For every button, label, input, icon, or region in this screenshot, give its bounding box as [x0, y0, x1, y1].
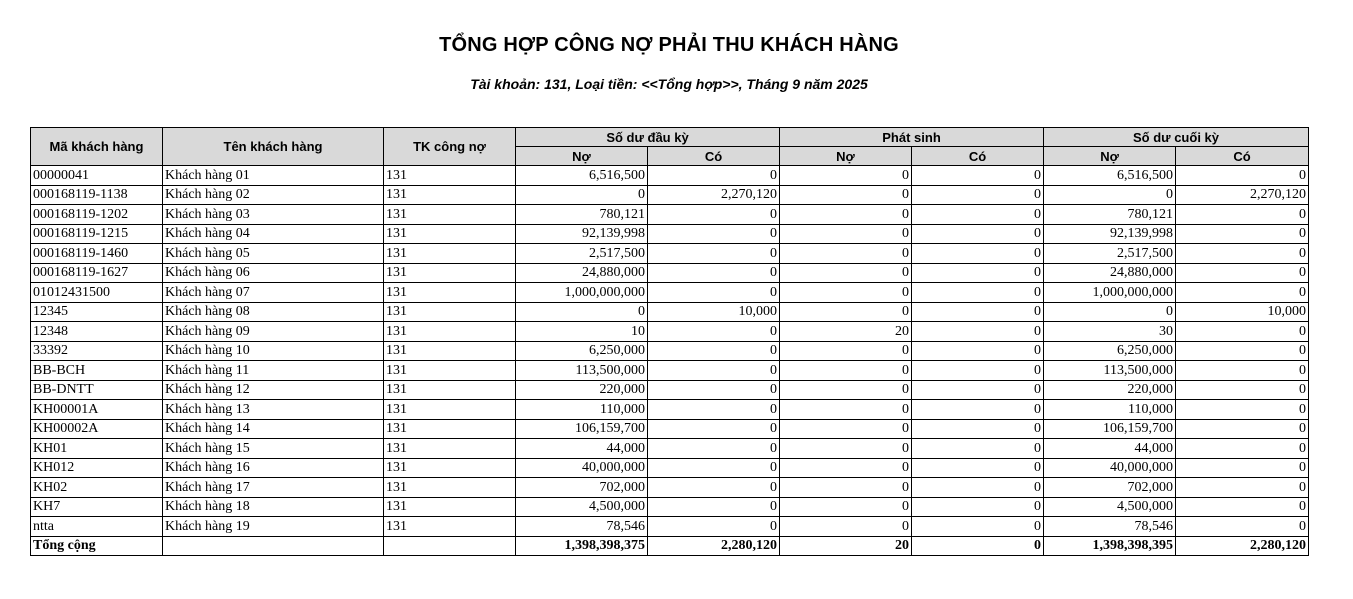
- closing-credit-cell: 10,000: [1176, 302, 1309, 322]
- table-row: [31, 439, 1309, 459]
- movement-debit-cell: 0: [780, 166, 912, 186]
- account-cell: 131: [384, 205, 516, 225]
- report-subtitle: Tài khoản: 131, Loại tiền: <<Tổng hợp>>, Tháng 9 năm 2025: [470, 76, 868, 92]
- movement-credit-cell: 0: [912, 283, 1044, 303]
- customer-code-cell: KH00001A: [31, 400, 163, 420]
- opening-credit-cell: 0: [648, 244, 780, 264]
- closing-debit-cell: 0: [1044, 302, 1176, 322]
- movement-credit-cell: 0: [912, 205, 1044, 225]
- customer-code-cell: 000168119-1460: [31, 244, 163, 264]
- total-opening-debit: 1,398,398,375: [516, 536, 648, 556]
- opening-debit-cell: 24,880,000: [516, 263, 648, 283]
- movement-credit-cell: 0: [912, 458, 1044, 478]
- movement-debit-cell: 0: [780, 263, 912, 283]
- movement-credit-cell: 0: [912, 478, 1044, 498]
- movement-credit-cell: 0: [912, 419, 1044, 439]
- movement-debit-cell: 0: [780, 439, 912, 459]
- opening-debit-cell: 92,139,998: [516, 224, 648, 244]
- movement-debit-cell: 0: [780, 458, 912, 478]
- table-row: [31, 263, 1309, 283]
- closing-credit-cell: 0: [1176, 400, 1309, 420]
- opening-credit-cell: 0: [648, 419, 780, 439]
- header-opening-credit: Có: [648, 147, 780, 166]
- table-row: [31, 517, 1309, 537]
- table-row: [31, 283, 1309, 303]
- closing-debit-cell: 6,250,000: [1044, 341, 1176, 361]
- customer-name-cell: Khách hàng 05: [163, 244, 384, 264]
- movement-credit-cell: 0: [912, 439, 1044, 459]
- total-empty-name: [163, 536, 384, 556]
- table-row: [31, 380, 1309, 400]
- movement-debit-cell: 0: [780, 361, 912, 381]
- movement-debit-cell: 0: [780, 400, 912, 420]
- account-cell: 131: [384, 458, 516, 478]
- customer-code-cell: 000168119-1627: [31, 263, 163, 283]
- header-closing-debit: Nợ: [1044, 147, 1176, 166]
- movement-credit-cell: 0: [912, 517, 1044, 537]
- account-cell: 131: [384, 497, 516, 517]
- customer-code-cell: 12345: [31, 302, 163, 322]
- closing-credit-cell: 0: [1176, 283, 1309, 303]
- total-closing-credit: 2,280,120: [1176, 536, 1309, 556]
- customer-name-cell: Khách hàng 13: [163, 400, 384, 420]
- opening-debit-cell: 220,000: [516, 380, 648, 400]
- opening-credit-cell: 0: [648, 458, 780, 478]
- customer-name-cell: Khách hàng 03: [163, 205, 384, 225]
- customer-name-cell: Khách hàng 02: [163, 185, 384, 205]
- account-cell: 131: [384, 322, 516, 342]
- customer-name-cell: Khách hàng 04: [163, 224, 384, 244]
- opening-debit-cell: 780,121: [516, 205, 648, 225]
- customer-code-cell: KH7: [31, 497, 163, 517]
- account-cell: 131: [384, 400, 516, 420]
- total-opening-credit: 2,280,120: [648, 536, 780, 556]
- table-row: [31, 302, 1309, 322]
- opening-credit-cell: 0: [648, 283, 780, 303]
- closing-credit-cell: 0: [1176, 263, 1309, 283]
- table-row: [31, 458, 1309, 478]
- movement-credit-cell: 0: [912, 244, 1044, 264]
- account-cell: 131: [384, 419, 516, 439]
- closing-debit-cell: 78,546: [1044, 517, 1176, 537]
- movement-debit-cell: 0: [780, 380, 912, 400]
- header-customer-name: Tên khách hàng: [163, 128, 384, 166]
- total-movement-credit: 0: [912, 536, 1044, 556]
- closing-credit-cell: 0: [1176, 419, 1309, 439]
- table-row: [31, 400, 1309, 420]
- movement-debit-cell: 0: [780, 341, 912, 361]
- movement-credit-cell: 0: [912, 224, 1044, 244]
- customer-name-cell: Khách hàng 15: [163, 439, 384, 459]
- closing-debit-cell: 780,121: [1044, 205, 1176, 225]
- account-cell: 131: [384, 380, 516, 400]
- total-empty-account: [384, 536, 516, 556]
- movement-credit-cell: 0: [912, 302, 1044, 322]
- opening-credit-cell: 0: [648, 478, 780, 498]
- opening-debit-cell: 6,516,500: [516, 166, 648, 186]
- closing-debit-cell: 92,139,998: [1044, 224, 1176, 244]
- closing-credit-cell: 0: [1176, 361, 1309, 381]
- opening-debit-cell: 78,546: [516, 517, 648, 537]
- customer-code-cell: KH01: [31, 439, 163, 459]
- customer-code-cell: 01012431500: [31, 283, 163, 303]
- closing-debit-cell: 6,516,500: [1044, 166, 1176, 186]
- opening-credit-cell: 0: [648, 380, 780, 400]
- movement-debit-cell: 0: [780, 517, 912, 537]
- table-row: [31, 205, 1309, 225]
- movement-debit-cell: 0: [780, 244, 912, 264]
- closing-credit-cell: 0: [1176, 380, 1309, 400]
- movement-credit-cell: 0: [912, 322, 1044, 342]
- customer-name-cell: Khách hàng 11: [163, 361, 384, 381]
- opening-debit-cell: 106,159,700: [516, 419, 648, 439]
- customer-name-cell: Khách hàng 01: [163, 166, 384, 186]
- opening-credit-cell: 0: [648, 322, 780, 342]
- table-body: [31, 166, 1309, 537]
- receivables-summary-table: [30, 127, 1309, 556]
- opening-debit-cell: 40,000,000: [516, 458, 648, 478]
- account-cell: 131: [384, 283, 516, 303]
- closing-credit-cell: 0: [1176, 517, 1309, 537]
- movement-debit-cell: 20: [780, 322, 912, 342]
- movement-debit-cell: 0: [780, 419, 912, 439]
- header-opening-debit: Nợ: [516, 147, 648, 166]
- opening-credit-cell: 10,000: [648, 302, 780, 322]
- report-title: TỔNG HỢP CÔNG NỢ PHẢI THU KHÁCH HÀNG: [439, 34, 899, 56]
- closing-credit-cell: 0: [1176, 205, 1309, 225]
- closing-debit-cell: 110,000: [1044, 400, 1176, 420]
- customer-code-cell: 000168119-1215: [31, 224, 163, 244]
- table-row: [31, 185, 1309, 205]
- closing-credit-cell: 0: [1176, 224, 1309, 244]
- closing-debit-cell: 40,000,000: [1044, 458, 1176, 478]
- opening-debit-cell: 110,000: [516, 400, 648, 420]
- account-cell: 131: [384, 166, 516, 186]
- header-movement-credit: Có: [912, 147, 1044, 166]
- customer-name-cell: Khách hàng 14: [163, 419, 384, 439]
- opening-credit-cell: 0: [648, 439, 780, 459]
- opening-debit-cell: 44,000: [516, 439, 648, 459]
- opening-credit-cell: 0: [648, 517, 780, 537]
- closing-credit-cell: 0: [1176, 439, 1309, 459]
- closing-debit-cell: 113,500,000: [1044, 361, 1176, 381]
- customer-name-cell: Khách hàng 08: [163, 302, 384, 322]
- opening-credit-cell: 0: [648, 263, 780, 283]
- table-row: [31, 224, 1309, 244]
- closing-debit-cell: 702,000: [1044, 478, 1176, 498]
- movement-debit-cell: 0: [780, 224, 912, 244]
- opening-debit-cell: 2,517,500: [516, 244, 648, 264]
- closing-credit-cell: 0: [1176, 322, 1309, 342]
- total-closing-debit: 1,398,398,395: [1044, 536, 1176, 556]
- movement-credit-cell: 0: [912, 380, 1044, 400]
- closing-debit-cell: 220,000: [1044, 380, 1176, 400]
- account-cell: 131: [384, 302, 516, 322]
- closing-debit-cell: 106,159,700: [1044, 419, 1176, 439]
- closing-debit-cell: 2,517,500: [1044, 244, 1176, 264]
- customer-code-cell: KH00002A: [31, 419, 163, 439]
- opening-credit-cell: 0: [648, 166, 780, 186]
- customer-name-cell: Khách hàng 19: [163, 517, 384, 537]
- header-account: TK công nợ: [384, 128, 516, 166]
- movement-credit-cell: 0: [912, 400, 1044, 420]
- customer-name-cell: Khách hàng 06: [163, 263, 384, 283]
- closing-debit-cell: 0: [1044, 185, 1176, 205]
- table-row: [31, 419, 1309, 439]
- customer-name-cell: Khách hàng 17: [163, 478, 384, 498]
- header-closing-credit: Có: [1176, 147, 1309, 166]
- account-cell: 131: [384, 244, 516, 264]
- opening-debit-cell: 113,500,000: [516, 361, 648, 381]
- movement-credit-cell: 0: [912, 263, 1044, 283]
- closing-credit-cell: 0: [1176, 497, 1309, 517]
- header-closing-balance: Số dư cuối kỳ: [1044, 128, 1309, 147]
- opening-debit-cell: 6,250,000: [516, 341, 648, 361]
- account-cell: 131: [384, 263, 516, 283]
- customer-name-cell: Khách hàng 16: [163, 458, 384, 478]
- opening-debit-cell: 0: [516, 185, 648, 205]
- account-cell: 131: [384, 361, 516, 381]
- opening-credit-cell: 0: [648, 497, 780, 517]
- customer-name-cell: Khách hàng 18: [163, 497, 384, 517]
- customer-name-cell: Khách hàng 09: [163, 322, 384, 342]
- closing-credit-cell: 0: [1176, 166, 1309, 186]
- opening-credit-cell: 0: [648, 205, 780, 225]
- opening-debit-cell: 0: [516, 302, 648, 322]
- closing-credit-cell: 0: [1176, 341, 1309, 361]
- account-cell: 131: [384, 185, 516, 205]
- account-cell: 131: [384, 439, 516, 459]
- customer-code-cell: KH02: [31, 478, 163, 498]
- table-row: [31, 244, 1309, 264]
- table-row: [31, 361, 1309, 381]
- movement-credit-cell: 0: [912, 361, 1044, 381]
- opening-credit-cell: 0: [648, 224, 780, 244]
- customer-code-cell: 000168119-1202: [31, 205, 163, 225]
- customer-code-cell: ntta: [31, 517, 163, 537]
- opening-debit-cell: 10: [516, 322, 648, 342]
- opening-debit-cell: 1,000,000,000: [516, 283, 648, 303]
- customer-code-cell: 12348: [31, 322, 163, 342]
- customer-code-cell: 33392: [31, 341, 163, 361]
- closing-credit-cell: 0: [1176, 244, 1309, 264]
- total-label: Tổng cộng: [31, 536, 163, 556]
- closing-debit-cell: 1,000,000,000: [1044, 283, 1176, 303]
- total-movement-debit: 20: [780, 536, 912, 556]
- customer-code-cell: KH012: [31, 458, 163, 478]
- movement-credit-cell: 0: [912, 185, 1044, 205]
- movement-debit-cell: 0: [780, 478, 912, 498]
- movement-debit-cell: 0: [780, 302, 912, 322]
- movement-credit-cell: 0: [912, 341, 1044, 361]
- closing-debit-cell: 30: [1044, 322, 1176, 342]
- closing-credit-cell: 0: [1176, 458, 1309, 478]
- movement-credit-cell: 0: [912, 497, 1044, 517]
- closing-credit-cell: 0: [1176, 478, 1309, 498]
- header-customer-code: Mã khách hàng: [31, 128, 163, 166]
- closing-credit-cell: 2,270,120: [1176, 185, 1309, 205]
- customer-name-cell: Khách hàng 12: [163, 380, 384, 400]
- account-cell: 131: [384, 517, 516, 537]
- table-row: [31, 497, 1309, 517]
- movement-debit-cell: 0: [780, 497, 912, 517]
- opening-credit-cell: 2,270,120: [648, 185, 780, 205]
- header-movement-debit: Nợ: [780, 147, 912, 166]
- opening-debit-cell: 4,500,000: [516, 497, 648, 517]
- header-opening-balance: Số dư đầu kỳ: [516, 128, 780, 147]
- table-row: [31, 341, 1309, 361]
- closing-debit-cell: 4,500,000: [1044, 497, 1176, 517]
- customer-code-cell: 00000041: [31, 166, 163, 186]
- movement-credit-cell: 0: [912, 166, 1044, 186]
- header-movement: Phát sinh: [780, 128, 1044, 147]
- table-row: [31, 166, 1309, 186]
- header-row-main: [31, 128, 1309, 147]
- movement-debit-cell: 0: [780, 205, 912, 225]
- closing-debit-cell: 24,880,000: [1044, 263, 1176, 283]
- customer-code-cell: BB-DNTT: [31, 380, 163, 400]
- account-cell: 131: [384, 224, 516, 244]
- movement-debit-cell: 0: [780, 283, 912, 303]
- closing-debit-cell: 44,000: [1044, 439, 1176, 459]
- account-cell: 131: [384, 478, 516, 498]
- customer-name-cell: Khách hàng 10: [163, 341, 384, 361]
- opening-credit-cell: 0: [648, 400, 780, 420]
- customer-name-cell: Khách hàng 07: [163, 283, 384, 303]
- table-row: [31, 322, 1309, 342]
- opening-credit-cell: 0: [648, 361, 780, 381]
- customer-code-cell: BB-BCH: [31, 361, 163, 381]
- movement-debit-cell: 0: [780, 185, 912, 205]
- customer-code-cell: 000168119-1138: [31, 185, 163, 205]
- opening-credit-cell: 0: [648, 341, 780, 361]
- total-row: [31, 536, 1309, 556]
- opening-debit-cell: 702,000: [516, 478, 648, 498]
- account-cell: 131: [384, 341, 516, 361]
- table-row: [31, 478, 1309, 498]
